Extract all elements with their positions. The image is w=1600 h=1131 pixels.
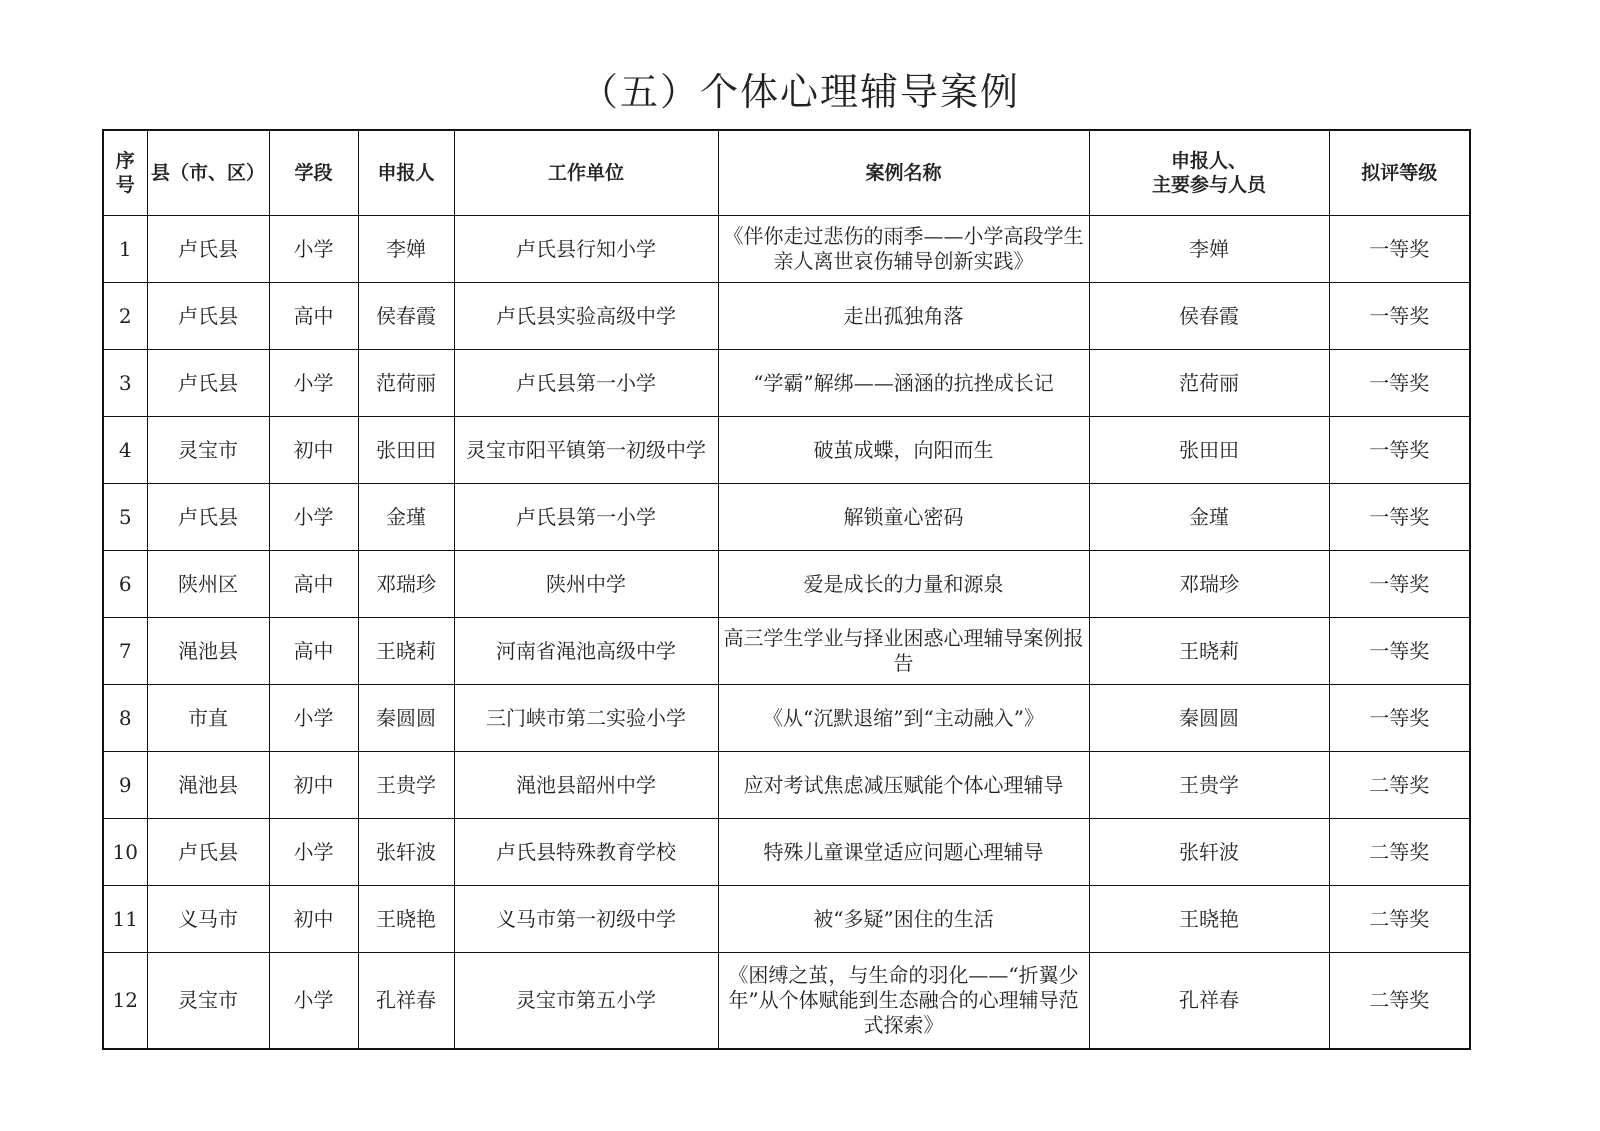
table-row xyxy=(103,551,1470,618)
table-header-row xyxy=(103,130,1470,216)
cell-col-county: 渑池县 xyxy=(147,752,269,819)
cell-col-work-unit: 渑池县韶州中学 xyxy=(454,752,718,819)
cell-col-case-name: 爱是成长的力量和源泉 xyxy=(718,551,1089,618)
table-row xyxy=(103,283,1470,350)
cell-col-work-unit: 卢氏县第一小学 xyxy=(454,484,718,551)
cell-col-case-name: 应对考试焦虑减压赋能个体心理辅导 xyxy=(718,752,1089,819)
cell-col-index: 10 xyxy=(103,819,147,886)
table-row xyxy=(103,886,1470,953)
cell-col-case-name: “学霸”解绑——涵涵的抗挫成长记 xyxy=(718,350,1089,417)
cell-col-index: 2 xyxy=(103,283,147,350)
header-col-work-unit: 工作单位 xyxy=(454,130,718,216)
cell-col-applicant: 侯春霞 xyxy=(358,283,454,350)
cell-col-participants: 范荷丽 xyxy=(1089,350,1329,417)
cell-col-participants: 王贵学 xyxy=(1089,752,1329,819)
cell-col-award-level: 二等奖 xyxy=(1329,953,1470,1050)
cell-col-case-name: 破茧成蝶，向阳而生 xyxy=(718,417,1089,484)
cell-col-award-level: 二等奖 xyxy=(1329,752,1470,819)
cell-col-case-name: 解锁童心密码 xyxy=(718,484,1089,551)
cell-col-county: 卢氏县 xyxy=(147,350,269,417)
cell-col-school-level: 小学 xyxy=(269,350,358,417)
table-row xyxy=(103,752,1470,819)
cell-col-applicant: 范荷丽 xyxy=(358,350,454,417)
cell-col-school-level: 小学 xyxy=(269,216,358,283)
cell-col-index: 11 xyxy=(103,886,147,953)
cell-col-work-unit: 卢氏县实验高级中学 xyxy=(454,283,718,350)
cell-col-participants: 金瑾 xyxy=(1089,484,1329,551)
cell-col-award-level: 一等奖 xyxy=(1329,417,1470,484)
cell-col-index: 6 xyxy=(103,551,147,618)
cell-col-award-level: 一等奖 xyxy=(1329,283,1470,350)
cell-col-work-unit: 河南省渑池高级中学 xyxy=(454,618,718,685)
cell-col-index: 3 xyxy=(103,350,147,417)
header-col-award-level: 拟评等级 xyxy=(1329,130,1470,216)
cell-col-participants: 邓瑞珍 xyxy=(1089,551,1329,618)
table-row xyxy=(103,350,1470,417)
cell-col-award-level: 一等奖 xyxy=(1329,350,1470,417)
cell-col-county: 市直 xyxy=(147,685,269,752)
cell-col-applicant: 王晓莉 xyxy=(358,618,454,685)
cell-col-award-level: 一等奖 xyxy=(1329,618,1470,685)
table-row xyxy=(103,484,1470,551)
cell-col-applicant: 秦圆圆 xyxy=(358,685,454,752)
header-col-participants: 申报人、 主要参与人员 xyxy=(1089,130,1329,216)
header-col-applicant: 申报人 xyxy=(358,130,454,216)
table-row xyxy=(103,618,1470,685)
cell-col-case-name: 《困缚之茧，与生命的羽化——“折翼少年”从个体赋能到生态融合的心理辅导范式探索》 xyxy=(718,953,1089,1050)
cell-col-county: 灵宝市 xyxy=(147,417,269,484)
cell-col-award-level: 二等奖 xyxy=(1329,819,1470,886)
cell-col-school-level: 高中 xyxy=(269,618,358,685)
cell-col-county: 渑池县 xyxy=(147,618,269,685)
cell-col-work-unit: 卢氏县特殊教育学校 xyxy=(454,819,718,886)
cell-col-applicant: 王贵学 xyxy=(358,752,454,819)
header-col-index: 序号 xyxy=(103,130,147,216)
cell-col-county: 陕州区 xyxy=(147,551,269,618)
cell-col-school-level: 初中 xyxy=(269,417,358,484)
cell-col-work-unit: 灵宝市第五小学 xyxy=(454,953,718,1050)
cell-col-participants: 秦圆圆 xyxy=(1089,685,1329,752)
header-col-case-name: 案例名称 xyxy=(718,130,1089,216)
cell-col-participants: 张轩波 xyxy=(1089,819,1329,886)
cell-col-applicant: 李婵 xyxy=(358,216,454,283)
cell-col-index: 7 xyxy=(103,618,147,685)
cell-col-work-unit: 三门峡市第二实验小学 xyxy=(454,685,718,752)
cell-col-applicant: 张田田 xyxy=(358,417,454,484)
page-title: （五）个体心理辅导案例 xyxy=(579,70,1020,114)
cell-col-county: 卢氏县 xyxy=(147,484,269,551)
cell-col-award-level: 一等奖 xyxy=(1329,685,1470,752)
cell-col-participants: 侯春霞 xyxy=(1089,283,1329,350)
cell-col-applicant: 王晓艳 xyxy=(358,886,454,953)
table-body xyxy=(103,216,1470,1050)
cell-col-applicant: 孔祥春 xyxy=(358,953,454,1050)
cell-col-participants: 张田田 xyxy=(1089,417,1329,484)
cell-col-school-level: 小学 xyxy=(269,484,358,551)
cell-col-award-level: 一等奖 xyxy=(1329,484,1470,551)
cell-col-participants: 王晓莉 xyxy=(1089,618,1329,685)
table-row xyxy=(103,417,1470,484)
cell-col-award-level: 一等奖 xyxy=(1329,551,1470,618)
cell-col-applicant: 张轩波 xyxy=(358,819,454,886)
cell-col-award-level: 一等奖 xyxy=(1329,216,1470,283)
cell-col-case-name: 高三学生学业与择业困惑心理辅导案例报告 xyxy=(718,618,1089,685)
cell-col-participants: 孔祥春 xyxy=(1089,953,1329,1050)
cell-col-work-unit: 义马市第一初级中学 xyxy=(454,886,718,953)
cell-col-participants: 李婵 xyxy=(1089,216,1329,283)
cell-col-award-level: 二等奖 xyxy=(1329,886,1470,953)
cell-col-work-unit: 陕州中学 xyxy=(454,551,718,618)
cell-col-applicant: 金瑾 xyxy=(358,484,454,551)
cell-col-case-name: 走出孤独角落 xyxy=(718,283,1089,350)
cell-col-school-level: 高中 xyxy=(269,551,358,618)
cell-col-index: 4 xyxy=(103,417,147,484)
cell-col-county: 义马市 xyxy=(147,886,269,953)
cell-col-school-level: 初中 xyxy=(269,886,358,953)
cell-col-applicant: 邓瑞珍 xyxy=(358,551,454,618)
header-col-school-level: 学段 xyxy=(269,130,358,216)
table-row xyxy=(103,819,1470,886)
cell-col-school-level: 小学 xyxy=(269,953,358,1050)
cell-col-county: 卢氏县 xyxy=(147,283,269,350)
cell-col-participants: 王晓艳 xyxy=(1089,886,1329,953)
cell-col-school-level: 初中 xyxy=(269,752,358,819)
awards-table xyxy=(102,129,1471,1050)
table-row xyxy=(103,216,1470,283)
cell-col-index: 12 xyxy=(103,953,147,1050)
cell-col-index: 9 xyxy=(103,752,147,819)
cell-col-county: 卢氏县 xyxy=(147,216,269,283)
cell-col-work-unit: 卢氏县行知小学 xyxy=(454,216,718,283)
cell-col-work-unit: 灵宝市阳平镇第一初级中学 xyxy=(454,417,718,484)
cell-col-index: 1 xyxy=(103,216,147,283)
cell-col-case-name: 被“多疑”困住的生活 xyxy=(718,886,1089,953)
table-row xyxy=(103,685,1470,752)
cell-col-case-name: 《从“沉默退缩”到“主动融入”》 xyxy=(718,685,1089,752)
cell-col-county: 卢氏县 xyxy=(147,819,269,886)
cell-col-work-unit: 卢氏县第一小学 xyxy=(454,350,718,417)
cell-col-school-level: 高中 xyxy=(269,283,358,350)
header-col-county: 县（市、区） xyxy=(147,130,269,216)
cell-col-index: 8 xyxy=(103,685,147,752)
table-row xyxy=(103,953,1470,1050)
cell-col-index: 5 xyxy=(103,484,147,551)
cell-col-school-level: 小学 xyxy=(269,819,358,886)
cell-col-school-level: 小学 xyxy=(269,685,358,752)
cell-col-county: 灵宝市 xyxy=(147,953,269,1050)
cell-col-case-name: 《伴你走过悲伤的雨季——小学高段学生亲人离世哀伤辅导创新实践》 xyxy=(718,216,1089,283)
cell-col-case-name: 特殊儿童课堂适应问题心理辅导 xyxy=(718,819,1089,886)
